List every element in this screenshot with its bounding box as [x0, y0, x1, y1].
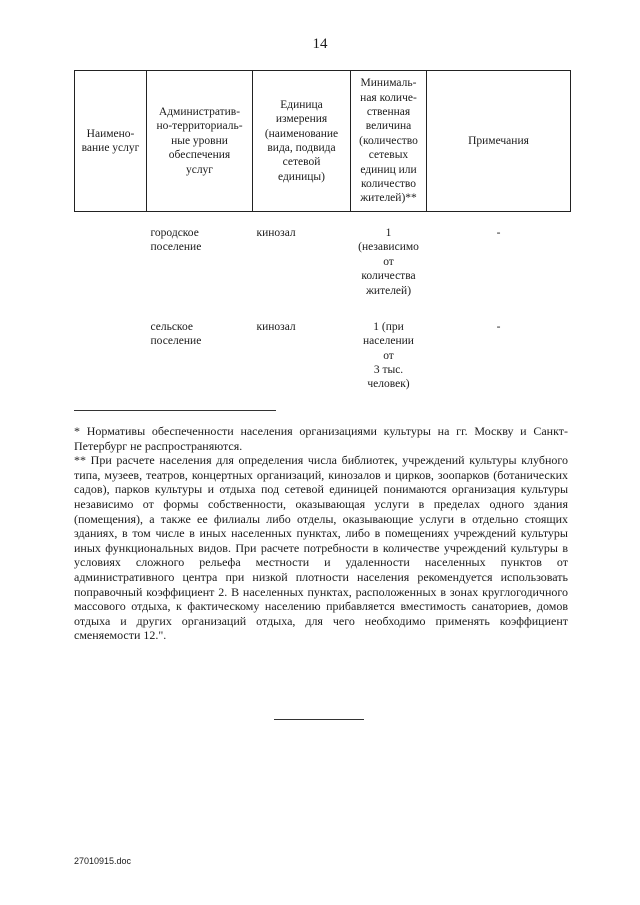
cell-level: сельское поселение — [150, 320, 202, 348]
cell-unit: кинозал — [256, 227, 296, 239]
footnote-divider — [74, 410, 276, 411]
header-unit: Единица измерения (наименование вида, подвида сетевой единицы) — [253, 71, 351, 212]
cell-notes: - — [496, 320, 501, 333]
cell-service — [75, 306, 147, 400]
cell-notes: - — [496, 227, 501, 239]
cell-service — [75, 212, 147, 306]
header-admin-level: Административ- но-территориаль- ные уровни обеспечения услуг — [147, 71, 253, 212]
cell-min-value: 1 (при населении от 3 тыс. человек) — [363, 320, 414, 391]
norms-table — [74, 70, 571, 400]
closing-divider — [274, 719, 364, 720]
page-number: 14 — [312, 36, 328, 52]
cell-min-value: 1 (независимо от количества жителей) — [358, 227, 419, 297]
header-min-value: Минималь- ная количе- ственная величина (количество сетевых единиц или количество жителей)** — [351, 71, 427, 212]
cell-unit: кинозал — [256, 320, 296, 333]
table-header — [75, 71, 571, 212]
cell-level: городское поселение — [150, 227, 202, 254]
footnotes — [74, 424, 568, 643]
table-row — [75, 306, 571, 400]
document-code: 27010915.doc — [74, 856, 132, 866]
footnote-2: ** При расчете населения для определения числа библиотек, учреждений культуры клубного типа, музеев, театров, концертных организаций, кинозалов и цирков, зоопарков (ботанических садов), парков культуры и отдыха под сетевой единицей понимаются организация культуры независимо от формы собственности, оказывающая услуги в пределах одного здания (помещения), а также ее филиалы либо отделы, оказывающие услуги в отдельно стоящих зданиях, в том числе в иных населенных пунктах, либо в помещениях учреждений культуры иных функциональных видов. При расчете потребности в количестве учреждений культуры в условиях сложного рельефа местности и удаленности населенных пунктов от административного центра при низкой плотности населения рекомендуется использовать поправочный коэффициент 2. В населенных пунктах, расположенных в зонах круглогодичного массового отдыха, к фактическому населению прибавляется вместимость санаториев, домов отдыха и других организаций отдыха, для чего необходимо применять коэффициент сменяемости 12.". — [74, 453, 568, 643]
table-row — [75, 212, 571, 306]
header-notes: Примечания — [427, 71, 571, 212]
footnote-1: * Нормативы обеспеченности населения организациями культуры на гг. Москву и Санкт-Петербург не распространяются. — [74, 424, 568, 453]
header-service: Наимено- вание услуг — [75, 71, 147, 212]
